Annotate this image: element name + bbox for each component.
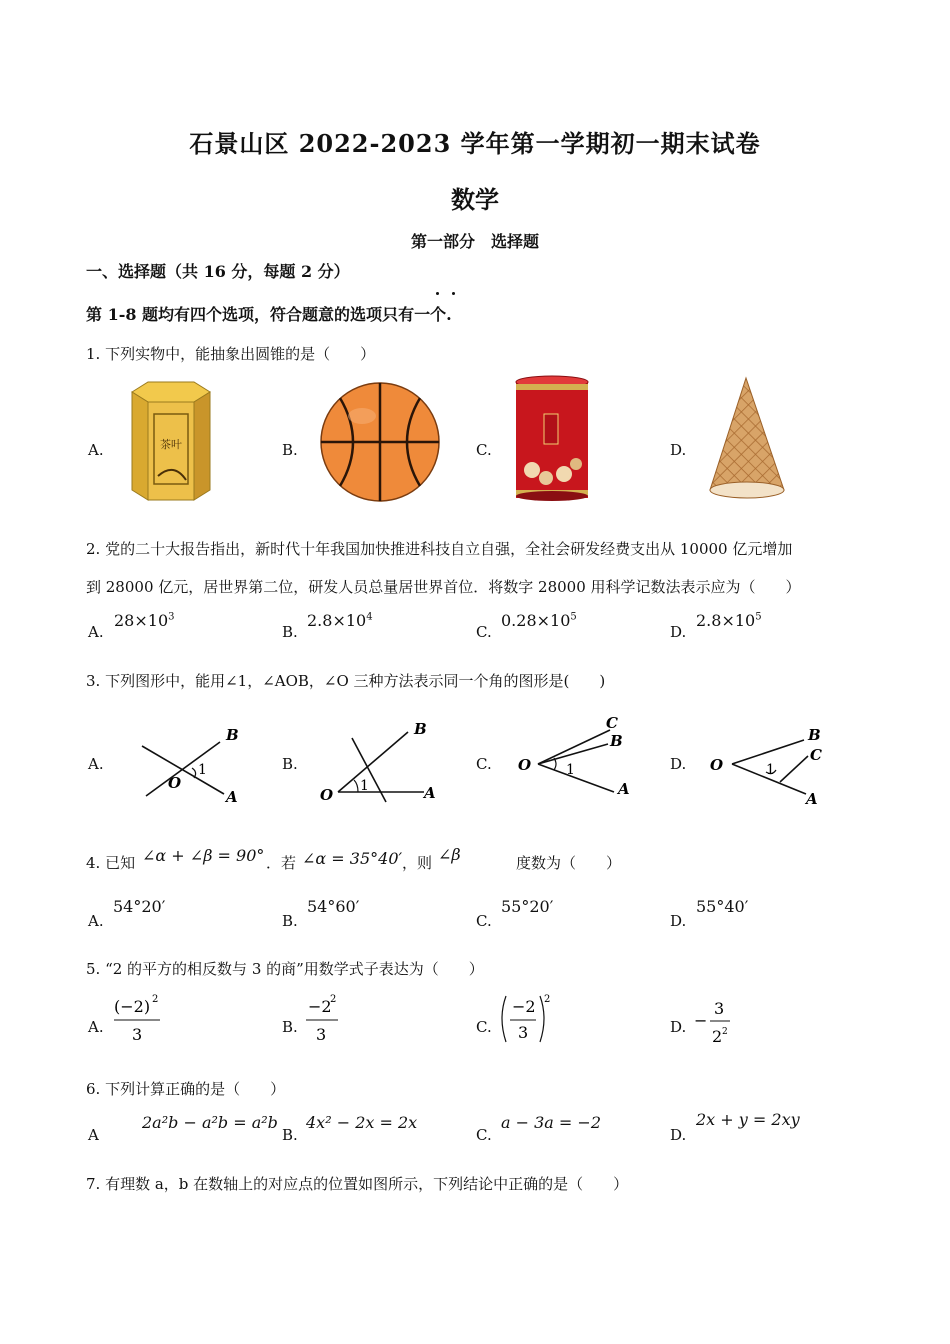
svg-text:O: O [710, 756, 724, 774]
q2-option-a-value [114, 611, 175, 630]
basketball-image [318, 380, 442, 504]
q3-option-b-label: B. [282, 755, 298, 773]
question-5: 5. “2 的平方的相反数与 3 的商”用数学式子表达为（ ） [86, 960, 484, 978]
section-heading: 一、选择题（共 16 分，每题 2 分） [86, 262, 350, 281]
svg-text:3: 3 [132, 1025, 143, 1044]
q4-option-b-value: 54°60′ [307, 897, 360, 916]
q2-c-base: 0.28×10 [501, 611, 571, 630]
q6-option-c-value: a − 3a = −2 [501, 1113, 601, 1132]
q1-option-c-label: C. [476, 441, 492, 459]
q4-option-d-label: D. [670, 912, 687, 930]
svg-text:(−2): (−2) [114, 997, 151, 1016]
question-3: 3. 下列图形中，能用∠1，∠AOB，∠O 三种方法表示同一个角的图形是( ) [86, 672, 606, 690]
note-before: 第 1-8 题均有四个选项，符合题意的选项 [86, 305, 383, 324]
note-after: 一个. [414, 305, 452, 324]
svg-text:−2: −2 [512, 997, 536, 1016]
q6-option-d-value: 2x + y = 2xy [696, 1110, 800, 1129]
angle-figure-c [516, 712, 632, 804]
question-1: 1. 下列实物中，能抽象出圆锥的是（ ） [86, 345, 376, 363]
svg-text:3: 3 [714, 999, 725, 1018]
cone-image [706, 376, 788, 504]
q2-a-exp: 3 [168, 611, 175, 623]
question-4-mid: ．若 [266, 854, 297, 872]
q4-option-d-value: 55°40′ [696, 897, 749, 916]
q6-option-d-label: D. [670, 1126, 687, 1144]
svg-text:C: C [810, 746, 822, 764]
question-4-condition-2: ∠α = 35°40′ [302, 849, 403, 868]
svg-text:B: B [226, 726, 239, 744]
q2-option-d-label: D. [670, 623, 687, 641]
angle-figure-a [136, 720, 248, 810]
tea-label: 茶叶 [160, 438, 182, 451]
svg-text:3: 3 [518, 1023, 529, 1042]
q2-a-base: 28×10 [114, 611, 169, 630]
q4-option-b-label: B. [282, 912, 298, 930]
svg-text:3: 3 [316, 1025, 327, 1044]
svg-text:2: 2 [722, 1027, 728, 1037]
question-4-prefix: 4. 已知 [86, 854, 136, 872]
svg-text:B: B [610, 732, 623, 750]
q6-option-a-value: 2a²b − a²b = a²b [142, 1113, 278, 1132]
svg-text:A: A [424, 784, 436, 802]
q6-option-b-label: B. [282, 1126, 298, 1144]
q2-b-exp: 4 [366, 611, 373, 623]
svg-text:A: A [618, 780, 630, 798]
q3-option-c-label: C. [476, 755, 492, 773]
q2-d-exp: 5 [755, 611, 762, 623]
svg-text:C: C [606, 714, 618, 732]
svg-text:2: 2 [152, 994, 159, 1005]
q4-option-c-value: 55°20′ [501, 897, 554, 916]
note-dotted-text: 只有 [382, 305, 415, 324]
q6-option-b-value: 4x² − 2x = 2x [306, 1113, 418, 1132]
svg-text:A: A [806, 790, 818, 808]
q4-option-a-value: 54°20′ [113, 897, 166, 916]
question-4-condition: ∠α + ∠β = 90° [142, 846, 265, 865]
emphasis-dot [452, 292, 455, 295]
svg-text:A: A [226, 788, 238, 806]
tea-box-image [124, 380, 216, 504]
emphasis-dot [436, 292, 439, 295]
q2-option-b-label: B. [282, 623, 298, 641]
question-7: 7. 有理数 a，b 在数轴上的对应点的位置如图所示，下列结论中正确的是（ ） [86, 1175, 629, 1193]
part-heading: 第一部分 选择题 [410, 232, 539, 251]
exam-title: 石景山区 2022-2023 学年第一学期初一期末试卷 [189, 129, 761, 158]
question-4-suffix: 度数为（ ） [516, 854, 622, 872]
q5-option-b-formula [304, 992, 344, 1048]
q2-option-d-value [696, 611, 762, 630]
q5-option-d-formula [694, 994, 738, 1050]
q3-option-a-label: A. [88, 755, 104, 773]
question-2-line-1: 2. 党的二十大报告指出，新时代十年我国加快推进科技自立自强，全社会研发经费支出从 10000 亿元增加 [86, 540, 793, 558]
q5-option-c-formula [498, 990, 558, 1050]
angle-figure-d [710, 718, 834, 808]
q5-option-d-label: D. [670, 1018, 687, 1036]
svg-text:O: O [168, 774, 182, 792]
svg-text:1: 1 [360, 778, 369, 794]
instruction-note [86, 302, 452, 325]
q2-d-base: 2.8×10 [696, 611, 756, 630]
q1-option-d-label: D. [670, 441, 687, 459]
q5-option-c-label: C. [476, 1018, 492, 1036]
question-2-line-2: 到 28000 亿元，居世界第二位，研发人员总量居世界首位．将数字 28000 用科学记数法表示应为（ ） [86, 578, 801, 596]
svg-text:O: O [518, 756, 532, 774]
svg-text:1: 1 [198, 762, 207, 778]
q1-option-a-label: A. [88, 441, 104, 459]
q4-option-c-label: C. [476, 912, 492, 930]
note-dotted [382, 305, 414, 324]
q6-option-c-label: C. [476, 1126, 492, 1144]
subject-title: 数学 [451, 185, 499, 214]
q1-option-b-label: B. [282, 441, 298, 459]
q5-option-b-label: B. [282, 1018, 298, 1036]
svg-text:−2: −2 [308, 997, 332, 1016]
question-4-beta: ∠β [438, 845, 461, 864]
svg-text:−: − [694, 1011, 708, 1030]
q5-option-a-label: A. [88, 1018, 104, 1036]
q4-option-a-label: A. [88, 912, 104, 930]
svg-text:B: B [808, 726, 821, 744]
q2-option-b-value [307, 611, 373, 630]
q3-option-d-label: D. [670, 755, 687, 773]
angle-figure-b [316, 716, 444, 806]
svg-text:1: 1 [766, 762, 775, 778]
svg-text:2: 2 [330, 994, 337, 1005]
q2-b-base: 2.8×10 [307, 611, 367, 630]
q5-option-a-formula [110, 990, 166, 1046]
q2-option-c-value [501, 611, 577, 630]
q2-option-a-label: A. [88, 623, 104, 641]
q2-option-c-label: C. [476, 623, 492, 641]
svg-text:2: 2 [712, 1027, 723, 1046]
svg-text:1: 1 [566, 762, 575, 778]
svg-text:B: B [414, 720, 427, 738]
cylinder-can-image [512, 374, 592, 502]
q6-option-a-label: A [88, 1126, 99, 1144]
svg-text:O: O [320, 786, 334, 804]
question-6: 6. 下列计算正确的是（ ） [86, 1080, 286, 1098]
svg-text:2: 2 [544, 994, 551, 1005]
question-4-mid-2: ，则 [402, 854, 433, 872]
q2-c-exp: 5 [570, 611, 577, 623]
